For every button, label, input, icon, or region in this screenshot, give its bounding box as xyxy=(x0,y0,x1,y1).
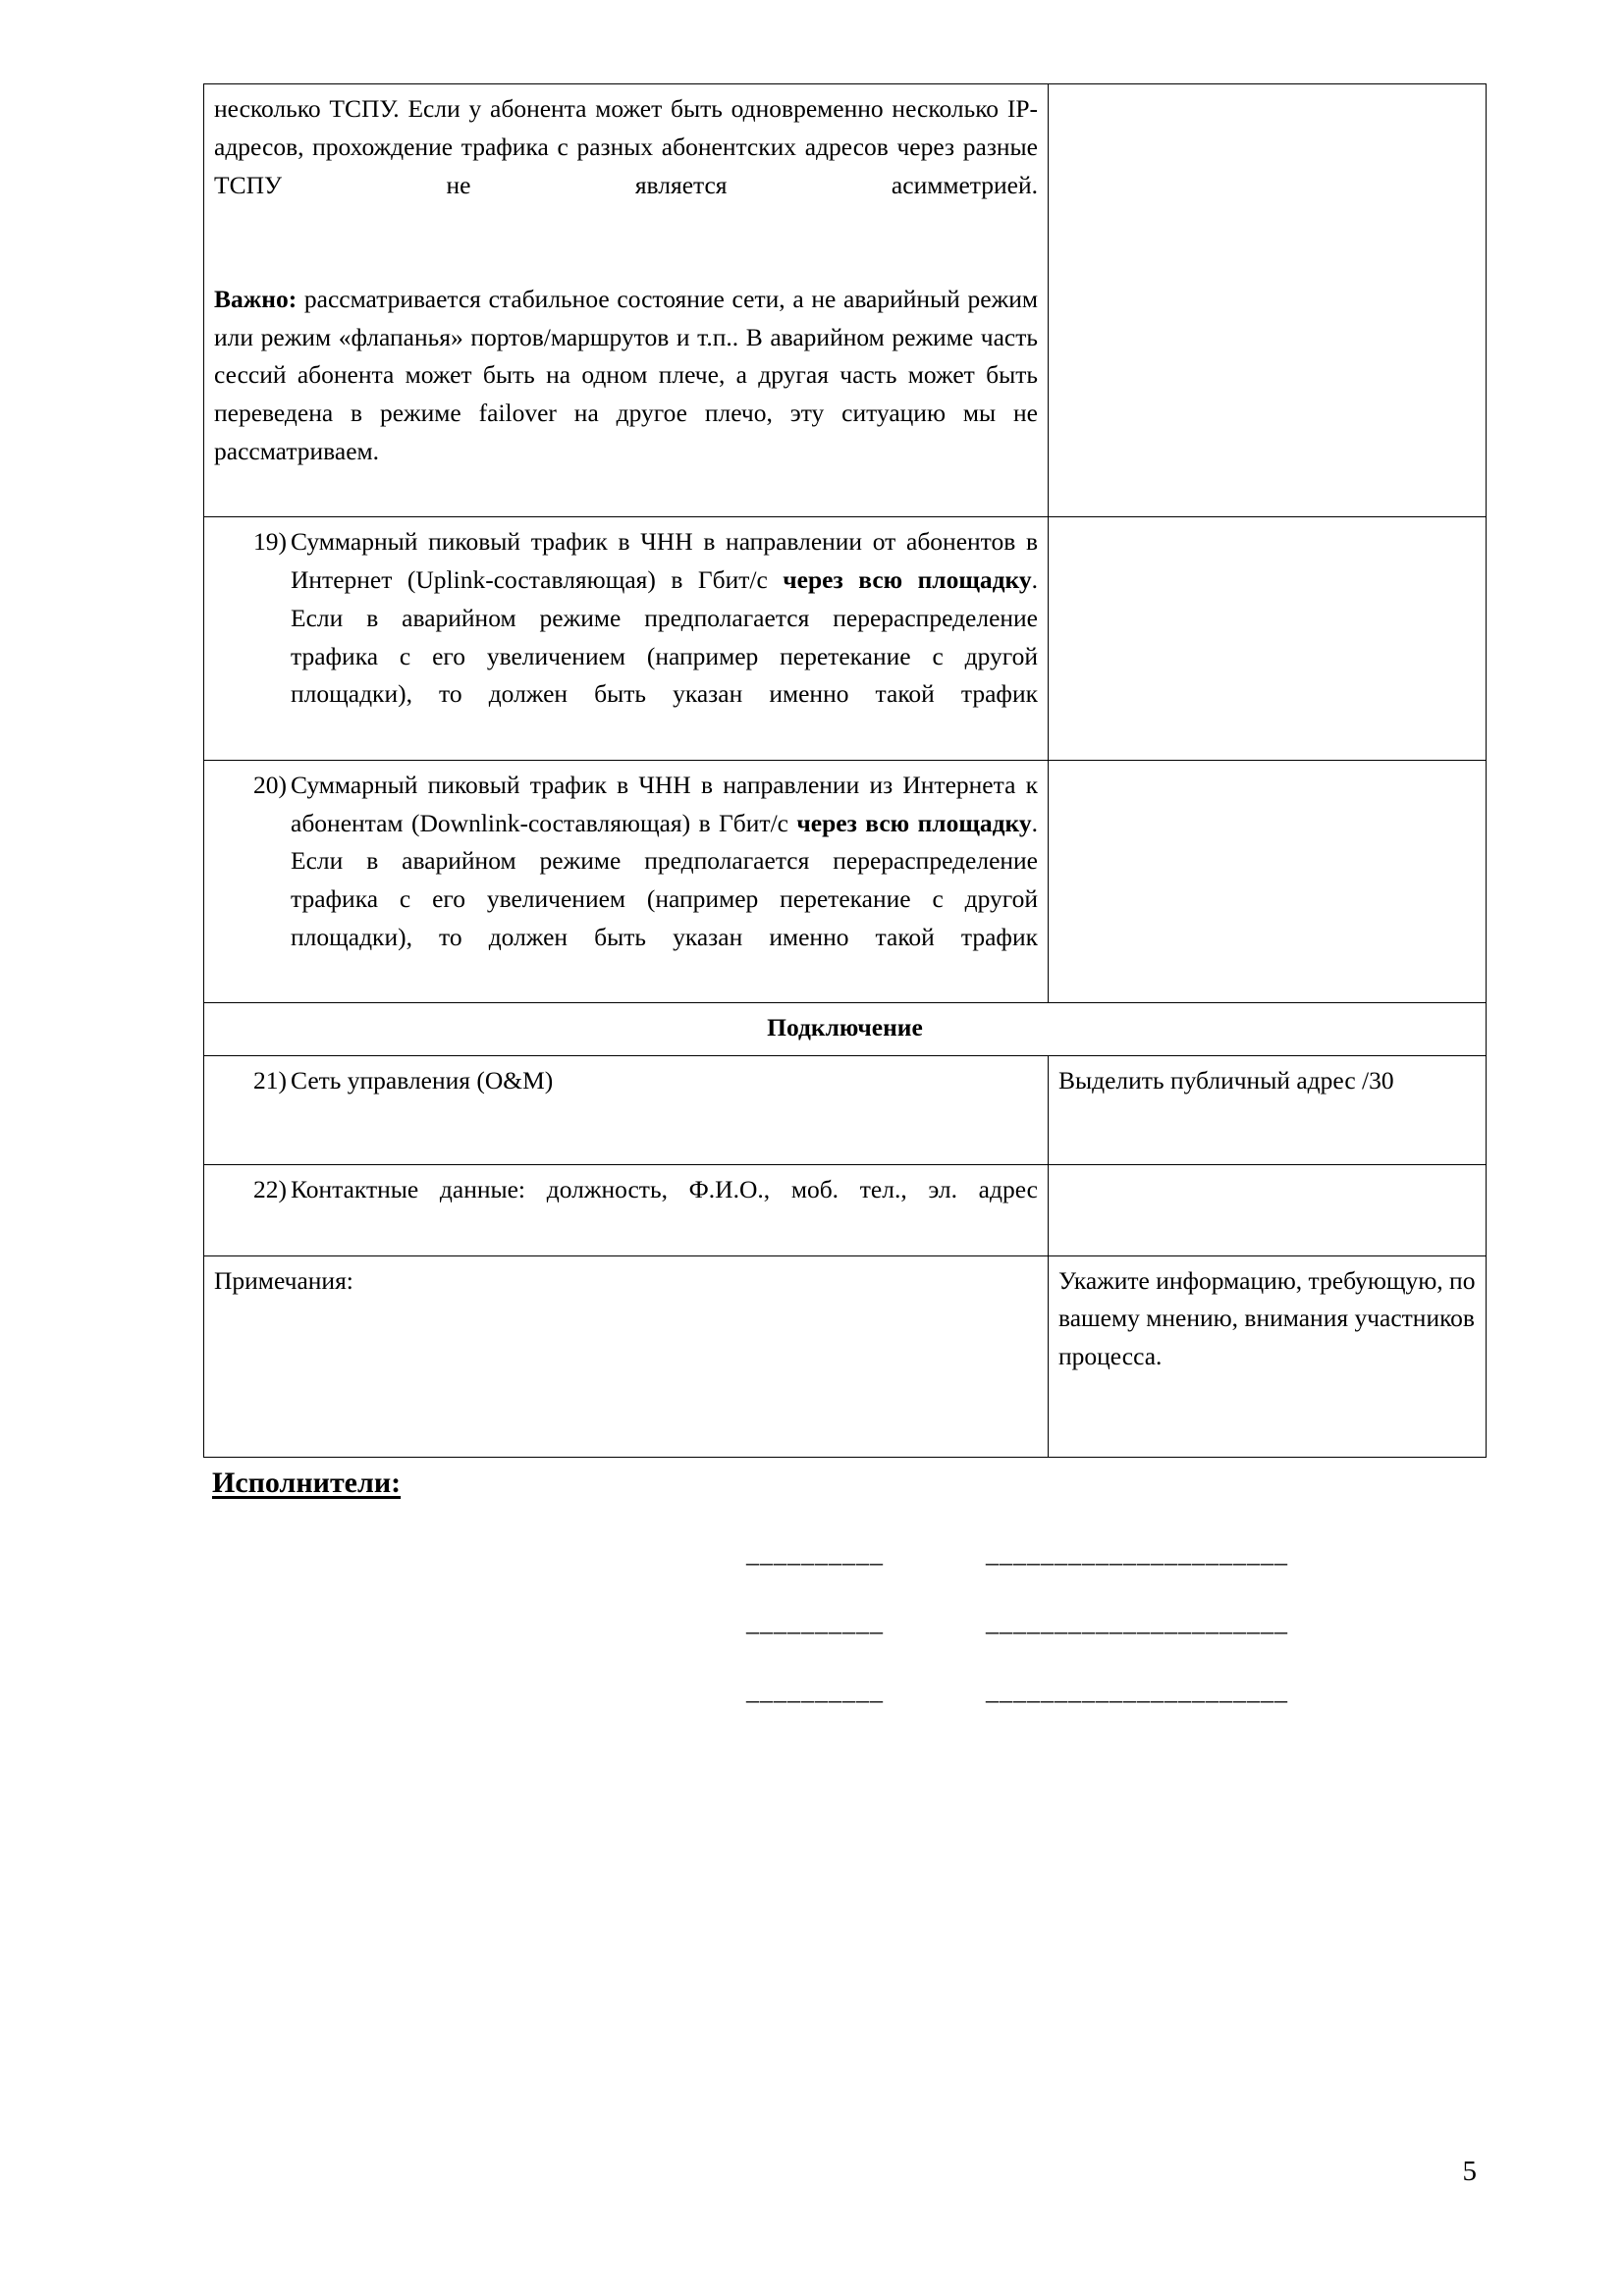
signature-long-line[interactable]: ______________________ xyxy=(986,1539,1288,1568)
table-row xyxy=(204,84,1487,517)
table-row xyxy=(204,1056,1487,1165)
numbered-item-21 xyxy=(214,1062,1038,1100)
item-text-22: Контактные данные: должность, Ф.И.О., моб. тел., эл. адрес xyxy=(291,1175,1038,1203)
paragraph-tspu-text: несколько ТСПУ. Если у абонента может быть одновременно несколько IP-адресов, прохождение трафика с разных абонентских адресов через разные ТСПУ не является асимметрией. xyxy=(214,94,1038,199)
cell-item-21-answer[interactable] xyxy=(1049,1056,1487,1165)
item-19-run-2-bold: через всю площадку xyxy=(783,565,1032,594)
important-body: рассматривается стабильное состояние сети, а не аварийный режим или режим «флапанья» портов/маршрутов и т.п.. В аварийном режиме часть сессий абонента может быть на одном плече, а другая часть может быть переведена в режиме failover на другое плечо, эту ситуацию мы не рассматриваем. xyxy=(214,284,1038,465)
item-text-21: Сеть управления (O&M) xyxy=(291,1066,554,1095)
signature-row xyxy=(746,1539,1453,1608)
signature-long-line[interactable]: ______________________ xyxy=(986,1677,1288,1705)
requirements-table xyxy=(203,83,1487,1458)
signature-row xyxy=(746,1608,1453,1677)
cell-continuation-text xyxy=(204,84,1049,517)
signature-row xyxy=(746,1677,1453,1745)
table-row xyxy=(204,760,1487,1003)
table-section-header-row xyxy=(204,1003,1487,1056)
cell-item-22 xyxy=(204,1165,1049,1256)
performers-heading: Исполнители: xyxy=(212,1467,402,1499)
item-text-19 xyxy=(291,523,1038,752)
table-row xyxy=(204,1165,1487,1256)
notes-label: Примечания: xyxy=(214,1265,353,1295)
item-text-20 xyxy=(291,767,1038,995)
section-header-podkluchenie: Подключение xyxy=(204,1003,1487,1056)
notes-hint: Укажите информацию, требующую, по вашему мнению, внимания участников процесса. xyxy=(1058,1265,1476,1370)
cell-item-20-answer[interactable] xyxy=(1049,760,1487,1003)
item-number-20: 20) xyxy=(253,770,287,799)
item-20-run-3: . Если в аварийном режиме предполагается перераспределение трафика с его увеличением (например перетекание с другой площадки), то должен быть указан именно такой трафик xyxy=(291,808,1038,951)
important-label: Важно: xyxy=(214,284,298,313)
table-row xyxy=(204,1255,1487,1457)
item-20-run-1: Суммарный пиковый трафик в ЧНН в направлении из Интернета к абонентам (Downlink-составляющая) в Гбит/с xyxy=(291,770,1038,837)
signature-short-line[interactable]: __________ xyxy=(746,1677,884,1705)
signature-short-line[interactable]: __________ xyxy=(746,1608,884,1636)
paragraph-tspu xyxy=(214,90,1038,242)
cell-notes-answer[interactable] xyxy=(1049,1255,1487,1457)
item-number-22: 22) xyxy=(253,1175,287,1203)
numbered-item-22 xyxy=(214,1171,1038,1248)
cell-item-19 xyxy=(204,517,1049,761)
item-19-run-1: Суммарный пиковый трафик в ЧНН в направлении от абонентов в Интернет (Uplink-составляющая) в Гбит/с xyxy=(291,527,1038,594)
item-20-run-2-bold: через всю площадку xyxy=(796,808,1032,837)
item-19-run-3: . Если в аварийном режиме предполагается перераспределение трафика с его увеличением (например перетекание с другой площадки), то должен быть указан именно такой трафик xyxy=(291,565,1038,709)
numbered-item-19 xyxy=(214,523,1038,752)
cell-item-22-answer[interactable] xyxy=(1049,1165,1487,1256)
signature-short-line[interactable]: __________ xyxy=(746,1539,884,1568)
item-number-19: 19) xyxy=(253,527,287,557)
cell-notes-label xyxy=(204,1255,1049,1457)
page-number: 5 xyxy=(1462,2156,1477,2187)
cell-item-21 xyxy=(204,1056,1049,1165)
table-row xyxy=(204,517,1487,761)
signature-block xyxy=(746,1539,1453,1745)
cell-item-20 xyxy=(204,760,1049,1003)
cell-item-19-answer[interactable] xyxy=(1049,517,1487,761)
numbered-item-20 xyxy=(214,767,1038,995)
cell-continuation-answer[interactable] xyxy=(1049,84,1487,517)
answer-value: Выделить публичный адрес /30 xyxy=(1058,1066,1394,1095)
paragraph-important xyxy=(214,281,1038,509)
signature-long-line[interactable]: ______________________ xyxy=(986,1608,1288,1636)
item-number-21: 21) xyxy=(253,1066,287,1095)
